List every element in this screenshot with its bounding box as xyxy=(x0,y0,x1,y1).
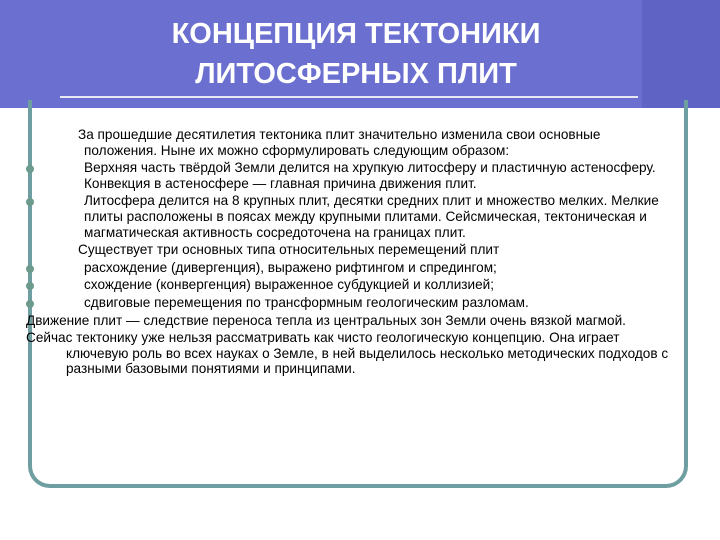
bullet-item: Верхняя часть твёрдой Земли делится на хрупкую литосферу и пластичную астеносферу. Конвекция в астеносфере — главная причина движения плит. xyxy=(26,160,676,191)
bullet-dot-icon xyxy=(26,198,34,206)
bullet-dot-icon xyxy=(26,165,34,173)
title-bar-accent xyxy=(642,0,720,108)
bullet-item: расхождение (дивергенция), выражено рифтингом и спредингом; xyxy=(26,260,676,276)
bullet-dot-icon xyxy=(26,282,34,290)
paragraph-intro: За прошедшие десятилетия тектоника плит значительно изменила свои основные положения. Ныне их можно сформулировать следующим образом: xyxy=(78,127,601,158)
slide-title-line2: ЛИТОСФЕРНЫХ ПЛИТ xyxy=(195,58,517,90)
bullet-dot-icon xyxy=(26,265,34,273)
title-divider xyxy=(60,96,638,98)
paragraph-types: Существует три основных типа относительных перемещений плит xyxy=(78,242,500,258)
slide-title-line1: КОНЦЕПЦИЯ ТЕКТОНИКИ xyxy=(171,18,541,50)
paragraph-motion: Движение плит — следствие переноса тепла из центральных зон Земли очень вязкой магмой. xyxy=(26,312,626,328)
slide-title xyxy=(76,14,636,94)
paragraph-conclusion: Сейчас тектонику уже нельзя рассматривать как чисто геологическую концепцию. Она играет ключевую роль во всех науках о Земле, в ней выделилось несколько методических подходов с разными базовыми понятиями и принципами. xyxy=(26,330,669,377)
bullet-item: схождение (конвергенция) выраженное субдукцией и коллизией; xyxy=(26,277,676,293)
bullet-item: сдвиговые перемещения по трансформным геологическим разломам. xyxy=(26,295,676,311)
bullet-dot-icon xyxy=(26,300,34,308)
slide-body xyxy=(26,127,676,379)
bullet-item: Литосфера делится на 8 крупных плит, десятки средних плит и множество мелких. Мелкие плиты расположены в поясах между крупными плитами. Сейсмическая, тектоническая и магматическая активность сосредоточена на границах плит. xyxy=(26,193,676,240)
